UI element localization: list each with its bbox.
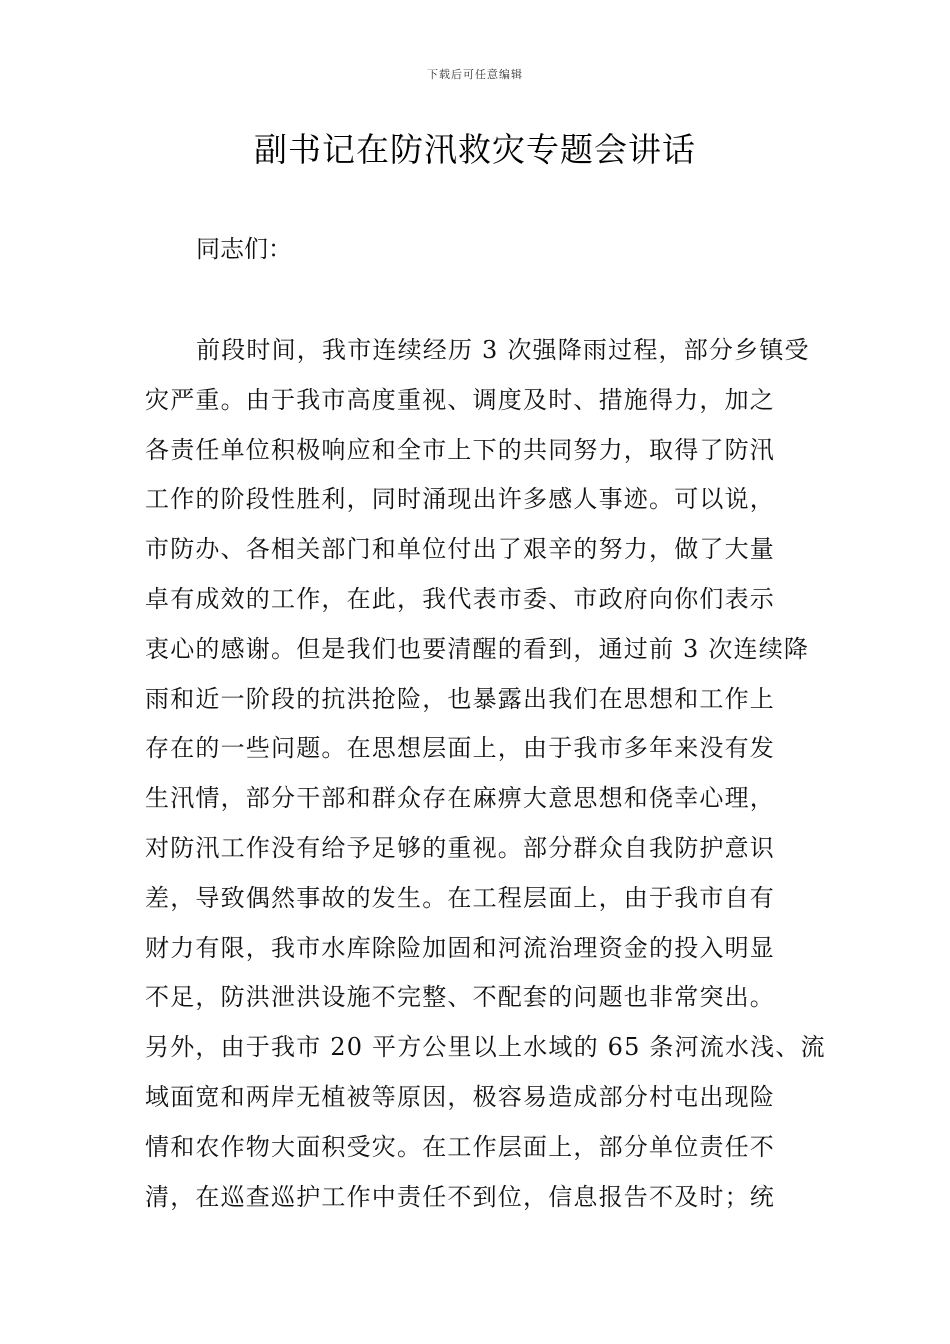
paragraph-line: 清，在巡查巡护工作中责任不到位，信息报告不及时；统 <box>145 1182 775 1211</box>
paragraph-line: 各责任单位积极响应和全市上下的共同努力，取得了防汛 <box>145 435 775 464</box>
paragraph-line: 差，导致偶然事故的发生。在工程层面上，由于我市自有 <box>145 883 775 912</box>
paragraph-line: 卓有成效的工作，在此，我代表市委、市政府向你们表示 <box>145 584 775 613</box>
paragraph-line: 域面宽和两岸无植被等原因，极容易造成部分村屯出现险 <box>145 1082 775 1111</box>
paragraph-line: 情和农作物大面积受灾。在工作层面上，部分单位责任不 <box>145 1132 775 1161</box>
paragraph-line: 前段时间，我市连续经历 3 次强降雨过程，部分乡镇受 <box>196 336 810 364</box>
paragraph-line: 不足，防洪泄洪设施不完整、不配套的问题也非常突出。 <box>145 983 775 1012</box>
paragraph-line: 灾严重。由于我市高度重视、调度及时、措施得力，加之 <box>145 385 775 414</box>
paragraph-line: 存在的一些问题。在思想层面上，由于我市多年来没有发 <box>145 734 775 763</box>
paragraph-line: 工作的阶段性胜利，同时涌现出许多感人事迹。可以说， <box>145 485 775 514</box>
paragraph-line: 衷心的感谢。但是我们也要清醒的看到，通过前 3 次连续降 <box>145 634 810 663</box>
paragraph-line: 另外，由于我市 20 平方公里以上水域的 65 条河流水浅、流 <box>145 1033 826 1062</box>
header-note: 下载后可任意编辑 <box>427 68 523 81</box>
paragraph-line: 对防汛工作没有给予足够的重视。部分群众自我防护意识 <box>145 833 775 862</box>
salutation: 同志们： <box>196 235 292 263</box>
paragraph-line: 生汛情，部分干部和群众存在麻痹大意思想和侥幸心理， <box>145 784 775 813</box>
paragraph-line: 雨和近一阶段的抗洪抢险，也暴露出我们在思想和工作上 <box>145 684 775 713</box>
body-paragraph <box>145 330 826 1226</box>
paragraph-line: 市防办、各相关部门和单位付出了艰辛的努力，做了大量 <box>145 535 775 564</box>
document-title: 副书记在防汛救灾专题会讲话 <box>254 130 696 169</box>
paragraph-line: 财力有限，我市水库除险加固和河流治理资金的投入明显 <box>145 933 775 962</box>
